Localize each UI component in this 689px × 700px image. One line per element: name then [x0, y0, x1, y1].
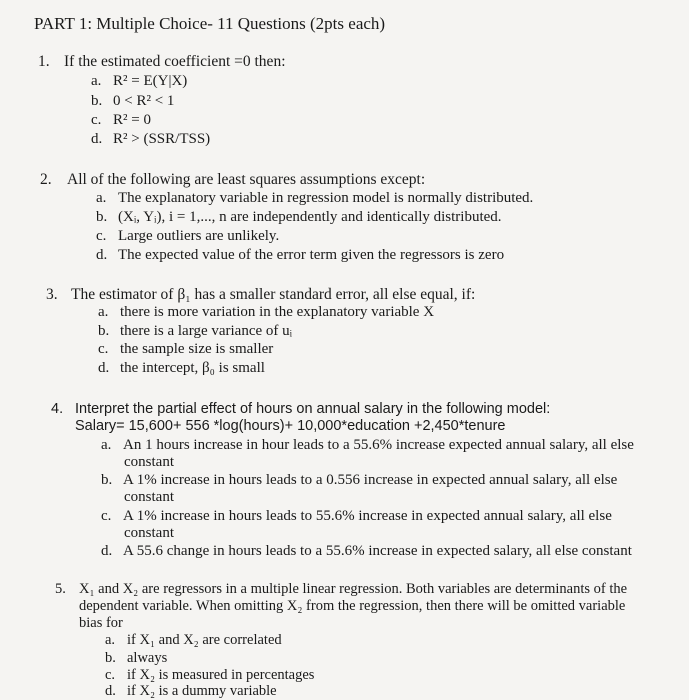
option-text: if X₁ and X₂ are correlated — [127, 632, 282, 648]
question-4-stem: Interpret the partial effect of hours on annual salary in the following model: — [75, 401, 551, 417]
question-4-option-c[interactable] — [101, 508, 612, 525]
option-label: c. — [91, 112, 102, 128]
option-text: the intercept, β₀ is small — [120, 360, 265, 376]
question-5-option-b[interactable] — [105, 650, 167, 667]
question-1-option-a[interactable] — [91, 73, 187, 90]
question-1-option-b[interactable] — [91, 93, 174, 110]
option-text: Large outliers are unlikely. — [118, 228, 280, 244]
option-label: b. — [98, 323, 110, 339]
question-4-option-b-cont: constant — [124, 489, 174, 505]
question-4-option-c-cont: constant — [124, 525, 174, 541]
question-2-number: 2. — [40, 171, 52, 188]
question-5-stem-line1: X₁ and X₂ are regressors in a multiple linear regression. Both variables are determinants of the — [79, 581, 628, 597]
option-text-line1: A 55.6 change in hours leads to a 55.6% increase in expected salary, all else constant — [123, 543, 632, 559]
question-2-stem: All of the following are least squares assumptions except: — [67, 171, 426, 188]
option-label: a. — [101, 437, 112, 453]
option-text: 0 < R² < 1 — [113, 93, 175, 109]
option-text: R² = E(Y|X) — [113, 73, 188, 89]
option-label: b. — [96, 209, 108, 225]
option-text: always — [127, 650, 168, 666]
option-label: a. — [98, 304, 109, 320]
page-title: PART 1: Multiple Choice- 11 Questions (2pts each) — [34, 14, 386, 33]
option-text: (Xᵢ, Yᵢ), i = 1,..., n are independently and identically distributed. — [118, 209, 502, 225]
question-1-option-d[interactable] — [91, 131, 210, 148]
option-label: c. — [96, 228, 107, 244]
question-5-option-c[interactable] — [105, 667, 314, 684]
option-label: b. — [91, 93, 103, 109]
question-1-stem: If the estimated coefficient =0 then: — [64, 53, 286, 70]
option-text: there is a large variance of uᵢ — [120, 323, 293, 339]
question-1-option-c[interactable] — [91, 112, 151, 129]
option-label: d. — [105, 683, 116, 699]
question-2-option-a[interactable] — [96, 190, 533, 207]
question-2-option-b[interactable] — [96, 209, 502, 226]
option-text: R² > (SSR/TSS) — [113, 131, 211, 147]
question-5-stem-line2: dependent variable. When omitting X₂ from the regression, then there will be omitted variable — [79, 598, 626, 614]
question-3-stem: The estimator of β₁ has a smaller standard error, all else equal, if: — [71, 286, 476, 303]
question-4-option-b[interactable] — [101, 472, 617, 489]
option-text: there is more variation in the explanatory variable X — [120, 304, 435, 320]
option-label: c. — [98, 341, 109, 357]
option-label: c. — [105, 667, 116, 683]
option-label: b. — [105, 650, 116, 666]
question-4-number: 4. — [51, 401, 64, 417]
option-label: d. — [96, 247, 108, 263]
question-3-option-d[interactable] — [98, 360, 265, 377]
option-text: R² = 0 — [113, 112, 151, 128]
question-1-number: 1. — [38, 53, 50, 70]
question-2-option-c[interactable] — [96, 228, 279, 245]
option-text: if X₂ is a dummy variable — [127, 683, 277, 699]
option-label: d. — [101, 543, 113, 559]
option-label: a. — [96, 190, 107, 206]
question-4-option-a[interactable] — [101, 437, 634, 454]
option-label: a. — [91, 73, 102, 89]
question-3-option-a[interactable] — [98, 304, 434, 321]
question-5-option-d[interactable] — [105, 683, 277, 700]
option-label: c. — [101, 508, 112, 524]
option-text-line1: A 1% increase in hours leads to 55.6% increase in expected annual salary, all else — [123, 508, 612, 524]
question-5-number: 5. — [55, 581, 66, 597]
question-2-option-d[interactable] — [96, 247, 504, 264]
question-4-option-d[interactable] — [101, 543, 632, 560]
question-3-option-c[interactable] — [98, 341, 273, 358]
option-text-line1: An 1 hours increase in hour leads to a 55.6% increase expected annual salary, all else — [123, 437, 634, 453]
question-4-option-a-cont: constant — [124, 454, 174, 470]
option-label: d. — [98, 360, 110, 376]
question-5-stem-line3: bias for — [79, 615, 123, 631]
question-3-number: 3. — [46, 286, 58, 303]
option-text: the sample size is smaller — [120, 341, 274, 357]
question-3-option-b[interactable] — [98, 323, 292, 340]
option-text: if X₂ is measured in percentages — [127, 667, 315, 683]
option-text-line1: A 1% increase in hours leads to a 0.556 increase in expected annual salary, all else — [123, 472, 618, 488]
option-label: a. — [105, 632, 116, 648]
option-text: The expected value of the error term given the regressors is zero — [118, 247, 505, 263]
option-label: b. — [101, 472, 113, 488]
question-4-model: Salary= 15,600+ 556 *log(hours)+ 10,000*education +2,450*tenure — [75, 418, 506, 434]
option-label: d. — [91, 131, 103, 147]
option-text: The explanatory variable in regression model is normally distributed. — [118, 190, 534, 206]
question-5-option-a[interactable] — [105, 632, 282, 649]
